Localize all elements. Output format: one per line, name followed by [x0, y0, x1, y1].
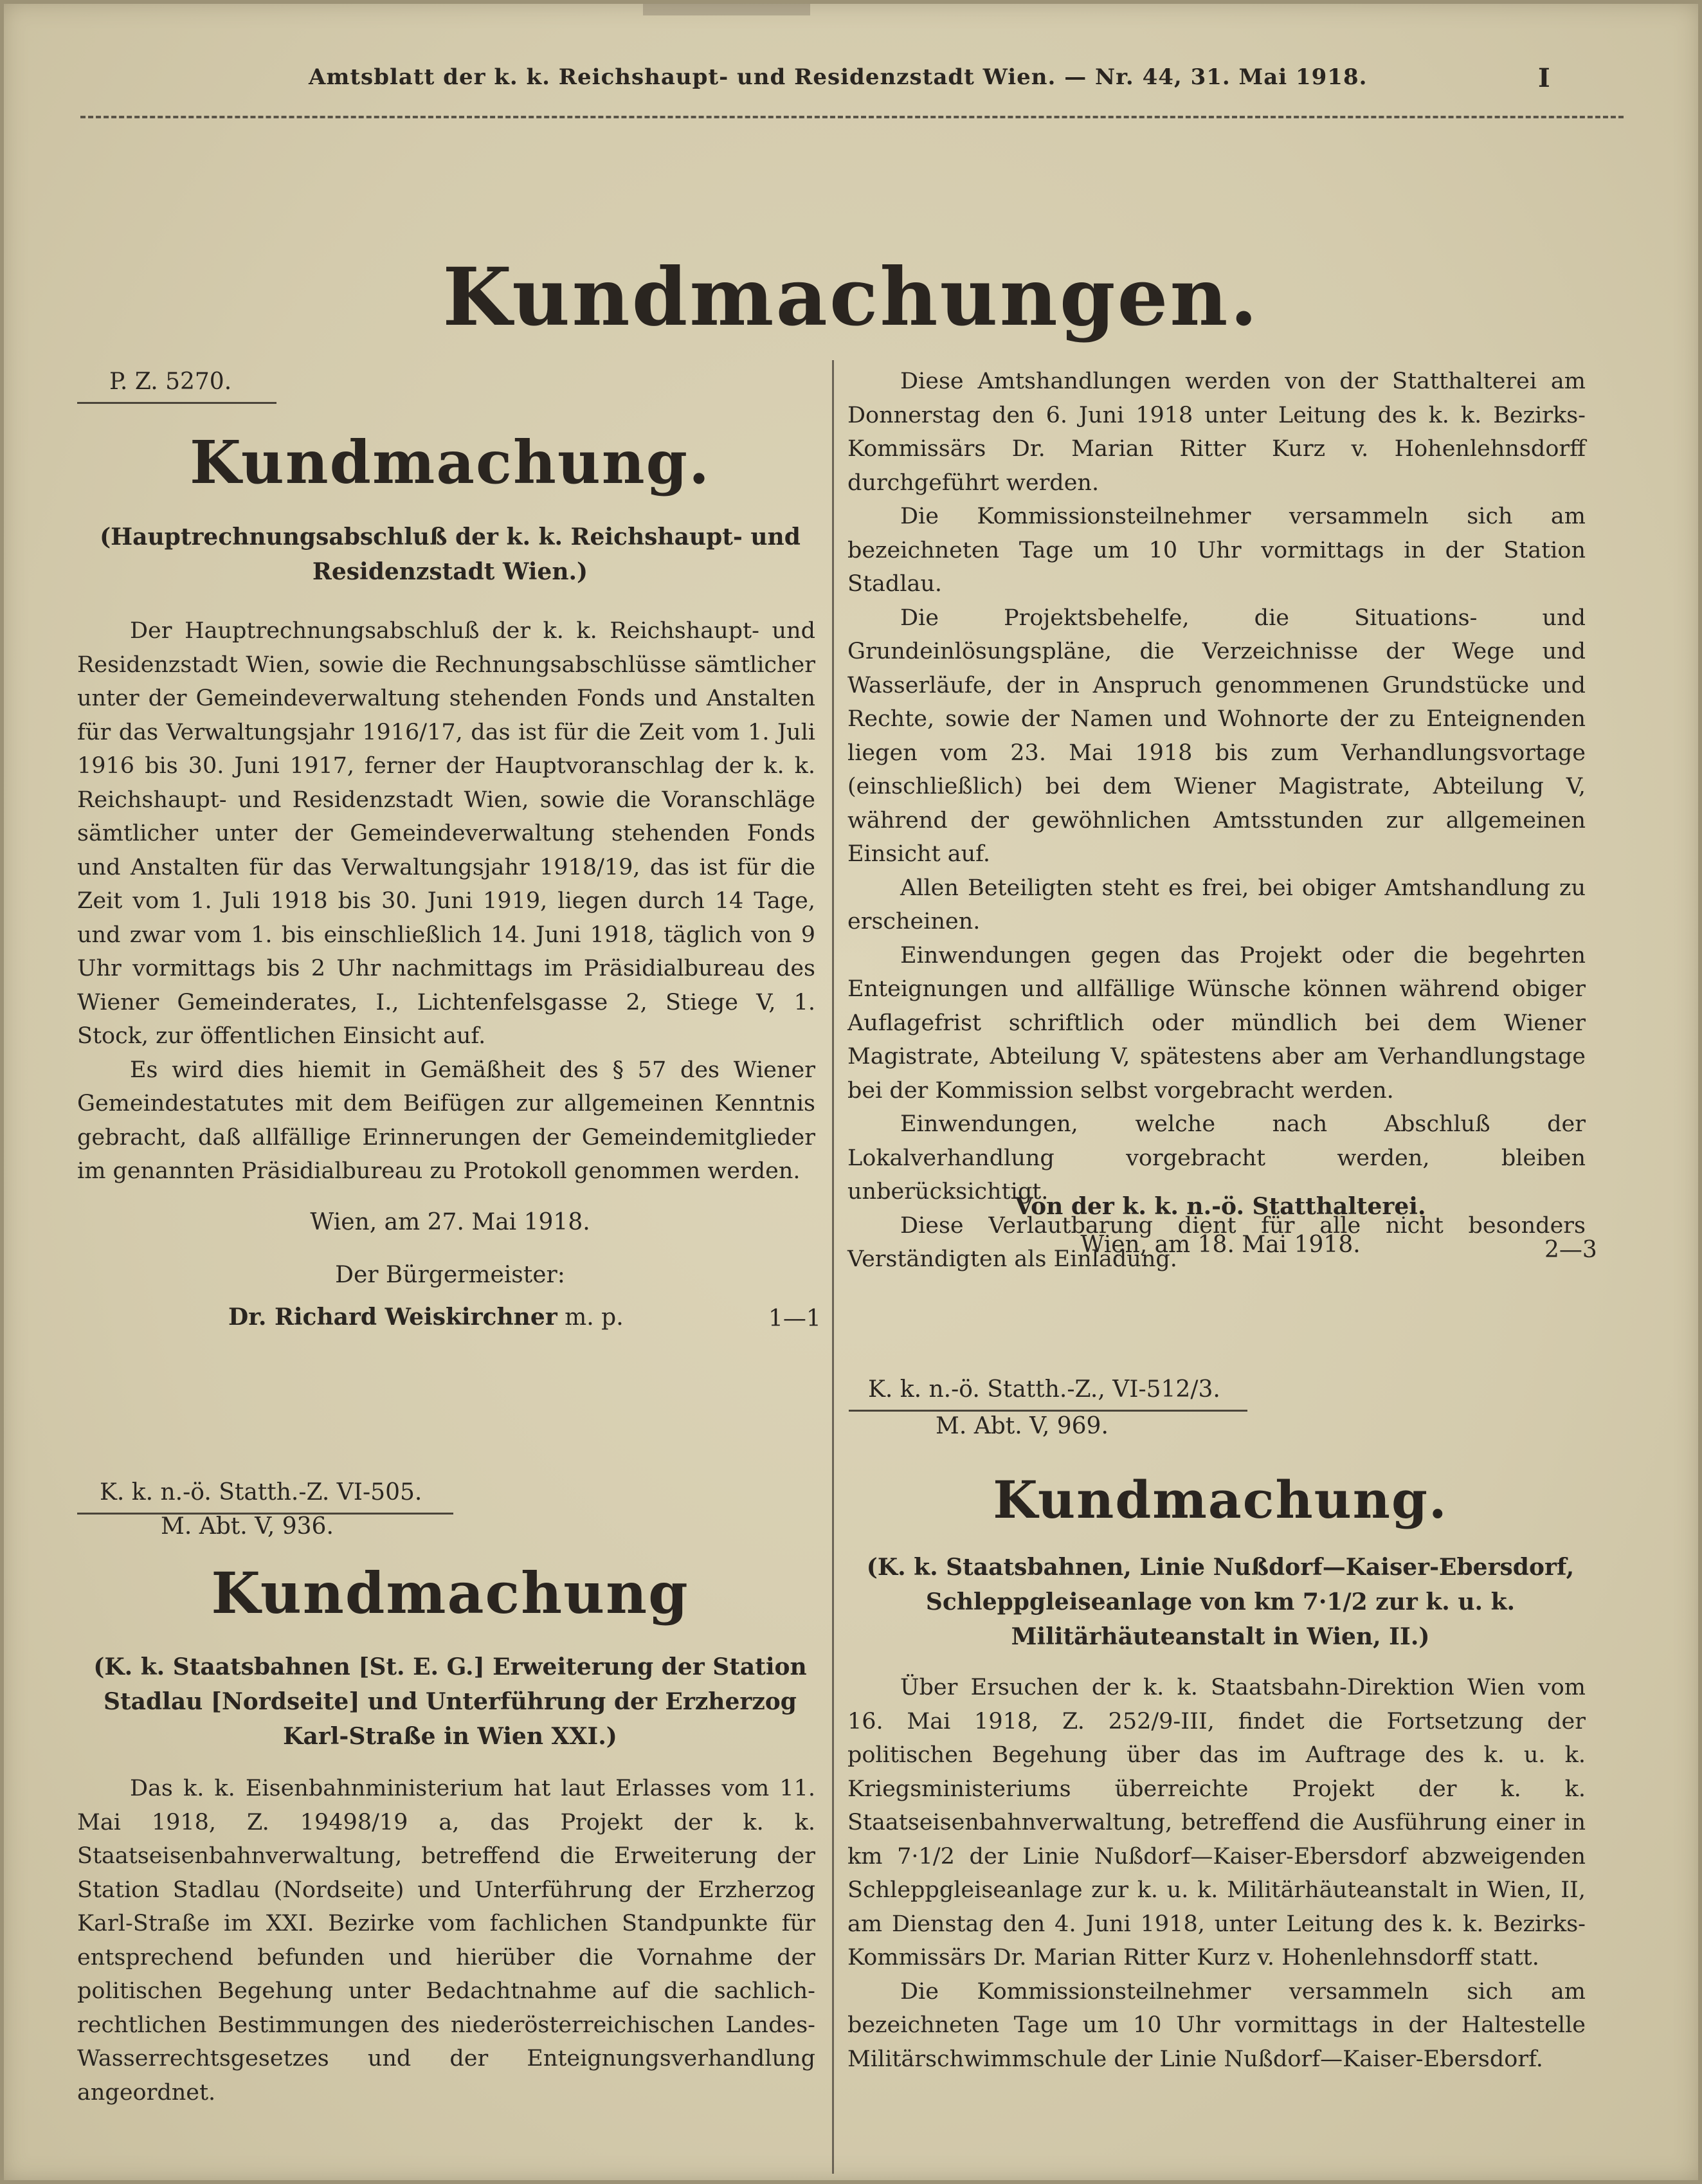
notice1-reference: P. Z. 5270. [109, 369, 232, 395]
notice1-body [77, 614, 815, 1188]
notice2-reference-1: K. k. n.-ö. Statth.-Z. VI-505. [100, 1479, 422, 1506]
cont-mark: 2—3 [1544, 1237, 1597, 1263]
cont-paragraph-6: Einwendungen, welche nach Abschluß der Lokalverhandlung vorgebracht werden, bleiben unberücksichtigt. [847, 1111, 1586, 1205]
notice2-continuation [847, 365, 1586, 1277]
notice1-subtitle: (Hauptrechnungsabschluß der k. k. Reichshaupt- und Residenzstadt Wien.) [100, 523, 801, 585]
cont-paragraph-3: Die Projektsbehelfe, die Situations- und Grundeinlösungspläne, die Verzeichnisse der Wege und Wasserläufe, der in Anspruch genommenen Grundstücke und Rechte, sowie der Namen und Wohnorte der zu Enteignenden liegen vom 23. Mai 1918 bis zum Verhandlungsvortage (einschließlich) bei dem Wiener Magistrate, Abteilung V, während der gewöhnlichen Amtsstunden zur allgemeinen Einsicht auf. [847, 605, 1586, 867]
notice1-mark: 1—1 [768, 1306, 821, 1332]
notice3-title: Kundmachung. [993, 1470, 1448, 1530]
page-title: Kundmachungen. [442, 251, 1260, 344]
stamp-mark [643, 4, 810, 15]
notice3-paragraph-2: Die Kommissionsteilnehmer versammeln sich am bezeichneten Tage um 10 Uhr vormittags in der Haltestelle Militärschwimmschule der Linie Nußdorf—Kaiser-Ebersdorf. [847, 1978, 1586, 2072]
cont-paragraph-2: Die Kommissionsteilnehmer versammeln sich am bezeichneten Tage um 10 Uhr vormittags in der Station Stadlau. [847, 504, 1586, 597]
cont-date: Wien, am 18. Mai 1918. [1080, 1232, 1361, 1258]
notice3-reference-2: M. Abt. V, 969. [936, 1413, 1109, 1439]
notice1-signer-role: Der Bürgermeister: [335, 1262, 565, 1288]
cont-paragraph-1: Diese Amtshandlungen werden von der Statthalterei am Donnerstag den 6. Juni 1918 unter Leitung des k. k. Bezirks-Kommissärs Dr. Marian Ritter Kurz v. Hohenlehnsdorff durchgeführt werden. [847, 369, 1586, 496]
running-header: Amtsblatt der k. k. Reichshaupt- und Residenzstadt Wien. — Nr. 44, 31. Mai 1918. [309, 64, 1368, 90]
notice2-reference-2: M. Abt. V, 936. [161, 1513, 334, 1540]
notice2-title: Kundmachung [211, 1560, 689, 1626]
column-divider [832, 360, 834, 2174]
cont-paragraph-7: Diese Verlautbarung dient für alle nicht besonders Verständigten als Einladung. [847, 1212, 1586, 1272]
notice3-ref-rule [849, 1410, 1247, 1412]
cont-paragraph-5: Einwendungen gegen das Projekt oder die begehrten Enteignungen und allfällige Wünsche können während obiger Auflagefrist schriftlich oder mündlich bei dem Wiener Magistrate, Abteilung V, spätestens aber am Verhandlungstage bei der Kommission selbst vorgebracht werden. [847, 942, 1586, 1104]
notice2-paragraph-1: Das k. k. Eisenbahnministerium hat laut Erlasses vom 11. Mai 1918, Z. 19498/19 a, das Projekt der k. k. Staatseisenbahnverwaltung, betreffend die Erweiterung der Station Stadlau (Nordseite) und Unterführung der Erzherzog Karl-Straße im XXI. Bezirke vom fachlichen Standpunkte für entsprechend befunden und hierüber die Vornahme der politischen Begehung unter Bedachtnahme auf die sachlich-rechtlichen Bestimmungen des niederösterreichischen Landes-Wasserrechtsgesetzes und der Enteignungsverhandlung angeordnet. [77, 1776, 815, 2106]
page-number: I [1538, 63, 1550, 93]
notice1-paragraph-2: Es wird dies hiemit in Gemäßheit des § 57 des Wiener Gemeindestatutes mit dem Beifügen zur allgemeinen Kenntnis gebracht, daß allfällige Erinnerungen der Gemeindemitglieder im genannten Präsidialbureau zu Protokoll genommen werden. [77, 1057, 815, 1184]
notice1-signer-name: Dr. Richard Weiskirchner [228, 1304, 557, 1331]
notice1-signer-suffix: m. p. [565, 1304, 624, 1331]
notice1-date: Wien, am 27. Mai 1918. [310, 1209, 590, 1235]
notice1-ref-rule [77, 402, 276, 404]
notice2-body [77, 1772, 815, 2109]
notice3-paragraph-1: Über Ersuchen der k. k. Staatsbahn-Direktion Wien vom 16. Mai 1918, Z. 252/9-III, findet die Fortsetzung der politischen Begehung über das im Auftrage des k. u. k. Kriegsministeriums überreichte Projekt der k. k. Staatseisenbahnverwaltung, betreffend die Ausführung einer in km 7·1/2 der Linie Nußdorf—Kaiser-Ebersdorf abzweigenden Schleppgleiseanlage zur k. u. k. Militärhäuteanstalt in Wien, II, am Dienstag den 4. Juni 1918, unter Leitung des k. k. Bezirks-Kommissärs Dr. Marian Ritter Kurz v. Hohenlehnsdorff statt. [847, 1675, 1586, 1970]
notice2-subtitle: (K. k. Staatsbahnen [St. E. G.] Erweiterung der Station Stadlau [Nordseite] und Unterführung der Erzherzog Karl-Straße in Wien XXI.) [93, 1653, 807, 1750]
notice3-subtitle: (K. k. Staatsbahnen, Linie Nußdorf—Kaiser-Ebersdorf, Schleppgleiseanlage von km 7·1/2 zur k. u. k. Militärhäuteanstalt in Wien, II.) [866, 1554, 1575, 1650]
notice1-paragraph-1: Der Hauptrechnungsabschluß der k. k. Reichshaupt- und Residenzstadt Wien, sowie die Rechnungsabschlüsse sämtlicher unter der Gemeindeverwaltung stehenden Fonds und Anstalten für das Verwaltungsjahr 1916/17, das ist für die Zeit vom 1. Juli 1916 bis 30. Juni 1917, ferner der Hauptvoranschlag der k. k. Reichshaupt- und Residenzstadt Wien, sowie die Voranschläge sämtlicher unter der Gemeindeverwaltung stehenden Fonds und Anstalten für das Verwaltungsjahr 1918/19, das ist für die Zeit vom 1. Juli 1918 bis 30. Juni 1919, liegen durch 14 Tage, und zwar vom 1. bis einschließlich 14. Juni 1918, täglich von 9 Uhr vormittags bis 2 Uhr nachmittags im Präsidialbureau des Wiener Gemeinderates, I., Lichtenfelsgasse 2, Stiege V, 1. Stock, zur öffentlichen Einsicht auf. [77, 618, 815, 1049]
notice1-title: Kundmachung. [189, 428, 711, 497]
notice1-signature [228, 1304, 624, 1331]
notice3-body [847, 1671, 1586, 2076]
header-divider [80, 116, 1624, 118]
cont-authority: Von der k. k. n.-ö. Statthalterei. [1015, 1193, 1426, 1220]
cont-paragraph-4: Allen Beteiligten steht es frei, bei obiger Amtshandlung zu erscheinen. [847, 875, 1586, 934]
notice3-reference-1: K. k. n.-ö. Statth.-Z., VI-512/3. [868, 1376, 1220, 1403]
